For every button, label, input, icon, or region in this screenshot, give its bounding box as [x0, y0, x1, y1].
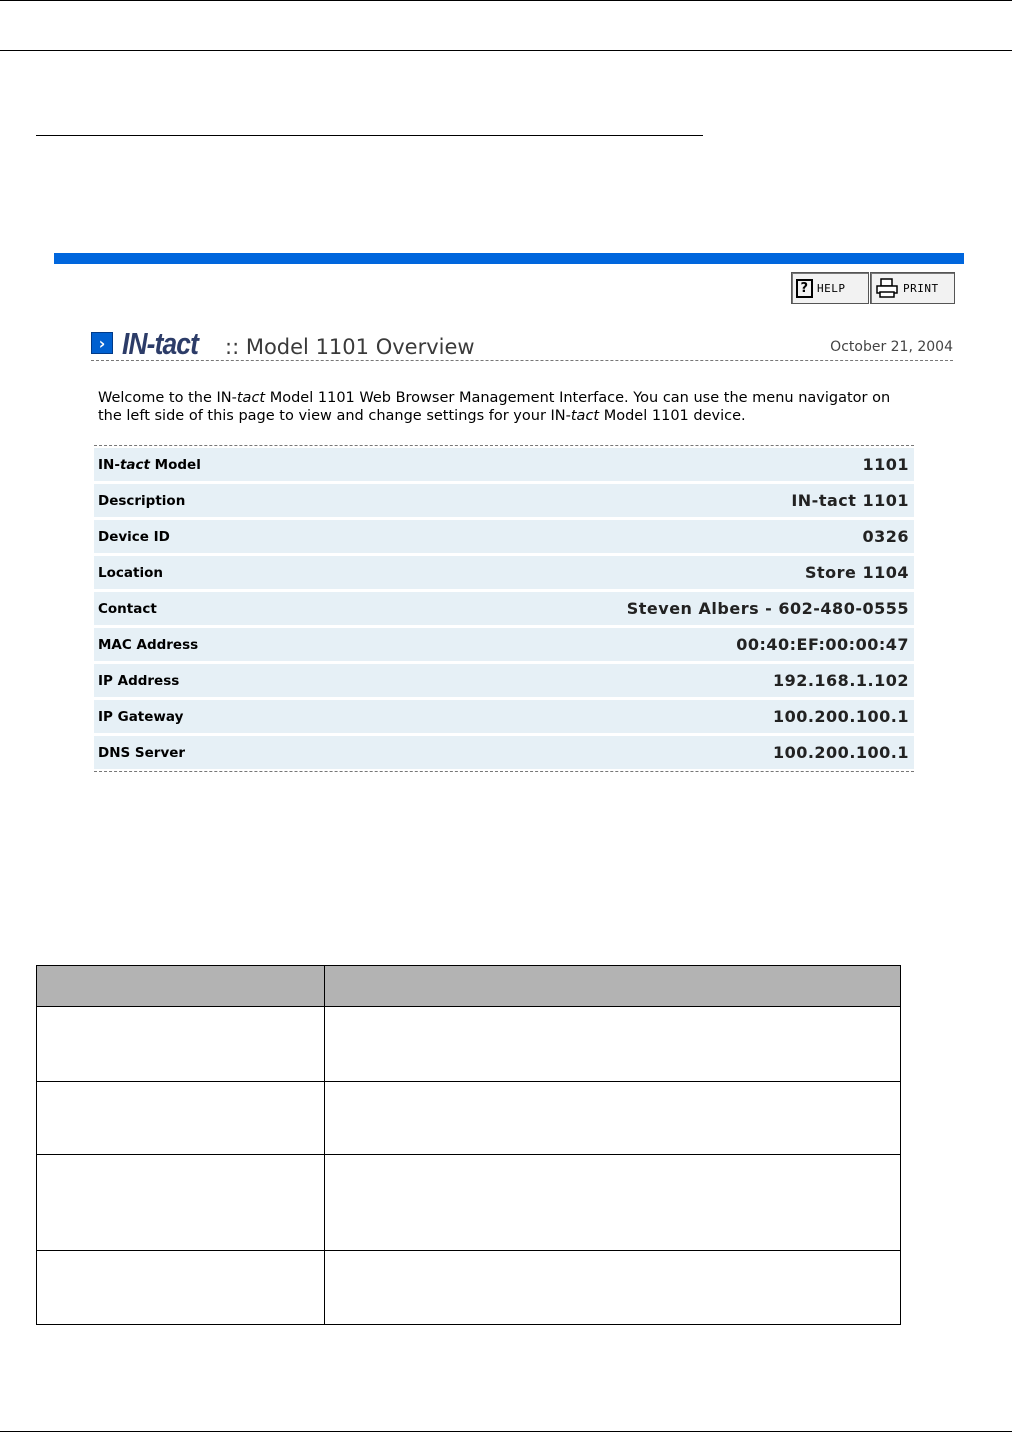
- table-header-row: [37, 966, 901, 1007]
- info-value: IN-tact 1101: [791, 491, 909, 510]
- table-cell: [37, 1007, 325, 1082]
- info-key: MAC Address: [98, 636, 199, 653]
- info-row-device-id: [94, 520, 914, 553]
- help-icon: ?: [796, 279, 813, 298]
- brand-logo: IN-tact: [122, 326, 199, 361]
- info-row-ip-address: [94, 664, 914, 697]
- welcome-text: Welcome to the IN-tact Model 1101 Web Browser Management Interface. You can use the menu navigator on the left side of this page to view and change settings for your IN-tact Model 1101 device.: [98, 390, 891, 424]
- info-key: Device ID: [98, 528, 170, 545]
- info-key: Contact: [98, 600, 157, 617]
- table-divider: [94, 769, 914, 772]
- info-value: 00:40:EF:00:00:47: [736, 635, 909, 654]
- table-cell: [325, 1082, 901, 1155]
- info-value: 1101: [862, 455, 909, 474]
- info-value: Steven Albers - 602-480-0555: [626, 599, 909, 618]
- table-cell: [37, 1251, 325, 1325]
- info-value: 100.200.100.1: [772, 743, 909, 762]
- info-row-location: [94, 556, 914, 589]
- page-top-rule: [0, 0, 1012, 1]
- table-cell: [325, 1007, 901, 1082]
- title-row: [91, 326, 953, 361]
- info-row-contact: [94, 592, 914, 625]
- table-header-cell: [325, 966, 901, 1007]
- info-value: 100.200.100.1: [772, 707, 909, 726]
- table-cell: [37, 1155, 325, 1251]
- info-key: DNS Server: [98, 744, 186, 761]
- info-key: IP Address: [98, 672, 180, 689]
- info-key: Description: [98, 492, 186, 509]
- info-key: Location: [98, 564, 163, 581]
- page-date: October 21, 2004: [830, 339, 953, 355]
- printer-icon: [875, 278, 899, 298]
- device-info-table: [94, 445, 914, 772]
- info-row-ip-gateway: [94, 700, 914, 733]
- help-label: HELP: [817, 281, 846, 295]
- info-row-dns-server: [94, 736, 914, 769]
- print-label: PRINT: [903, 281, 939, 295]
- table-header-cell: [37, 966, 325, 1007]
- info-value: 0326: [862, 527, 909, 546]
- table-row: [37, 1251, 901, 1325]
- table-cell: [37, 1082, 325, 1155]
- info-key: IN-tact Model: [98, 456, 201, 473]
- info-row-mac-address: [94, 628, 914, 661]
- header-rule: [0, 50, 1012, 51]
- footer-rule: [0, 1431, 1012, 1432]
- page-title: :: Model 1101 Overview: [225, 335, 475, 359]
- accent-bar: [54, 253, 964, 264]
- info-value: Store 1104: [804, 563, 909, 582]
- table-cell: [325, 1155, 901, 1251]
- info-value: 192.168.1.102: [772, 671, 909, 690]
- table-row: [37, 1082, 901, 1155]
- table-cell: [325, 1251, 901, 1325]
- document-table: [36, 965, 901, 1325]
- info-key: IP Gateway: [98, 708, 184, 725]
- device-overview-screenshot: [54, 253, 964, 793]
- section-rule: [36, 135, 703, 136]
- info-row-description: [94, 484, 914, 517]
- help-button[interactable]: [791, 272, 869, 304]
- table-row: [37, 1007, 901, 1082]
- info-row-model: [94, 448, 914, 481]
- table-row: [37, 1155, 901, 1251]
- chevron-right-icon: ›: [91, 332, 113, 354]
- print-button[interactable]: [870, 272, 955, 304]
